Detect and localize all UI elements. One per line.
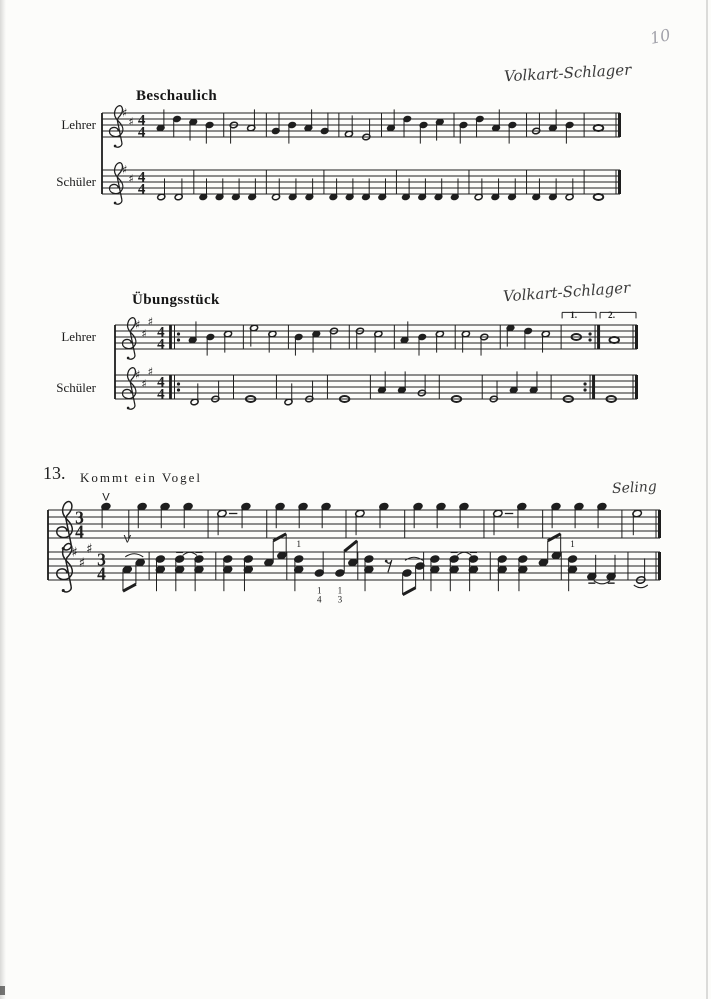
svg-text:4: 4 xyxy=(157,386,165,403)
svg-text:♯: ♯ xyxy=(122,105,128,120)
attribution-handwritten-piece3: Seling xyxy=(611,478,658,498)
svg-text:V: V xyxy=(123,533,132,546)
svg-text:♯: ♯ xyxy=(128,114,134,129)
svg-text:♯: ♯ xyxy=(128,171,134,186)
svg-text:1: 1 xyxy=(337,585,343,596)
svg-text:4: 4 xyxy=(157,336,165,353)
piece1-lehrer-label: Lehrer xyxy=(61,117,96,132)
svg-text:♯: ♯ xyxy=(122,162,128,177)
piece1-schueler-label: Schüler xyxy=(56,174,96,189)
svg-text:4: 4 xyxy=(317,594,322,605)
svg-text:4: 4 xyxy=(97,563,106,584)
piece2-title: Übungsstück xyxy=(132,292,220,308)
svg-text:4: 4 xyxy=(137,181,146,198)
piece2-schueler-label: Schüler xyxy=(56,380,96,395)
svg-text:3: 3 xyxy=(75,507,84,528)
staff-uebungsstueck-lehrer xyxy=(115,311,637,359)
svg-text:V: V xyxy=(102,491,110,504)
svg-text:4: 4 xyxy=(157,324,165,341)
page-number-handwritten: 10 xyxy=(648,25,673,48)
svg-text:4: 4 xyxy=(75,521,84,542)
svg-text:4: 4 xyxy=(137,112,146,129)
svg-text:♯: ♯ xyxy=(147,314,154,329)
staff-vogel-upper xyxy=(48,492,660,550)
piece3-number: 13. xyxy=(43,463,66,483)
svg-text:♯: ♯ xyxy=(141,376,147,391)
svg-text:1: 1 xyxy=(570,540,575,551)
attribution-handwritten-piece2: Volkart-Schlager xyxy=(502,278,631,306)
svg-text:4: 4 xyxy=(137,169,146,186)
svg-text:2.: 2. xyxy=(608,311,616,322)
piece2-lehrer-label: Lehrer xyxy=(61,329,96,344)
svg-text:3: 3 xyxy=(337,594,343,605)
svg-text:♯: ♯ xyxy=(135,317,141,332)
piece3-title: Kommt ein Vogel xyxy=(80,470,202,485)
attribution-handwritten-piece1: Volkart-Schlager xyxy=(503,60,632,86)
piece1-title: Beschaulich xyxy=(136,88,218,104)
svg-text:1: 1 xyxy=(317,585,322,596)
staff-vogel-lower xyxy=(48,534,660,605)
svg-text:♯: ♯ xyxy=(135,367,141,382)
staff-beschaulich-schueler xyxy=(102,163,620,205)
svg-text:4: 4 xyxy=(137,124,146,141)
staff-beschaulich-lehrer xyxy=(102,106,620,148)
svg-text:♯: ♯ xyxy=(86,541,93,557)
svg-text:4: 4 xyxy=(157,374,165,391)
svg-text:♯: ♯ xyxy=(78,555,86,571)
svg-text:♯: ♯ xyxy=(147,364,154,379)
svg-text:3: 3 xyxy=(97,549,106,570)
svg-text:1: 1 xyxy=(296,540,302,551)
svg-text:1.: 1. xyxy=(570,311,578,322)
staff-uebungsstueck-schueler xyxy=(115,365,637,410)
svg-text:♯: ♯ xyxy=(71,545,78,561)
svg-text:♯: ♯ xyxy=(141,326,147,341)
